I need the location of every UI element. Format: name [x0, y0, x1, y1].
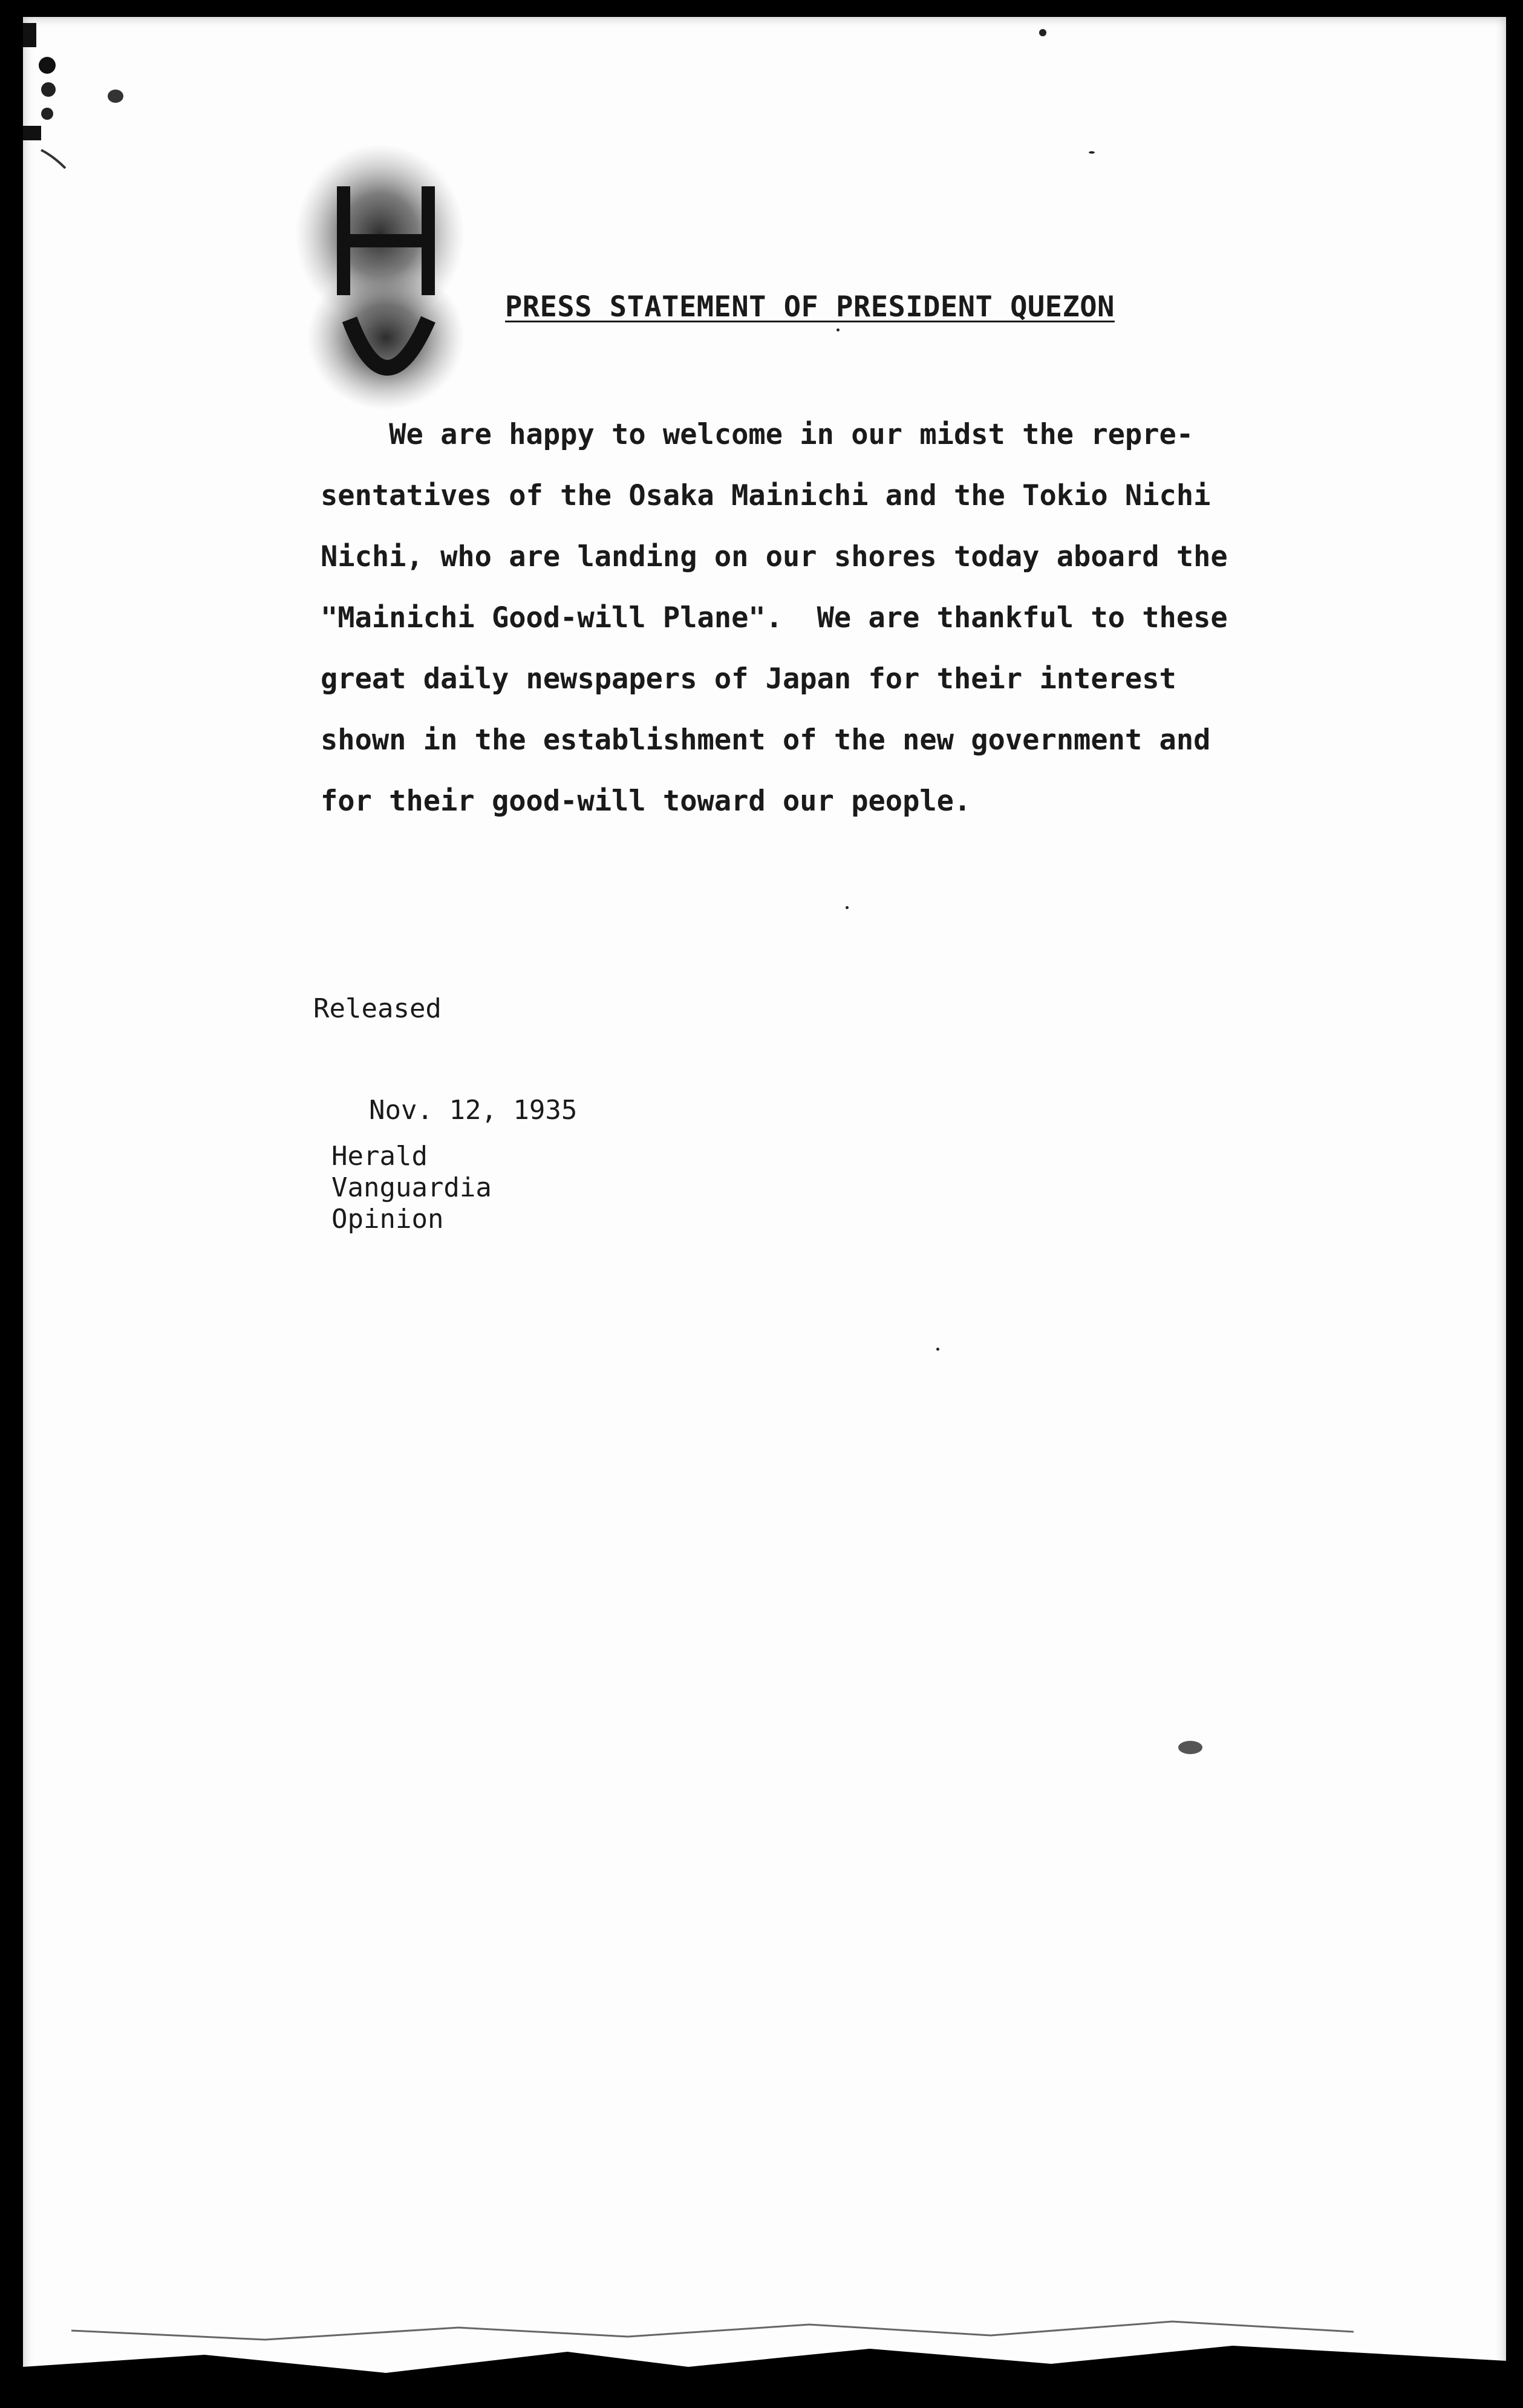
released-label: Released	[313, 993, 442, 1024]
page-title: PRESS STATEMENT OF PRESIDENT QUEZON	[505, 290, 1115, 324]
dust-speck	[108, 90, 123, 103]
dust-speck	[1039, 29, 1046, 36]
dust-speck	[846, 906, 849, 909]
distribution-list	[331, 1141, 492, 1235]
body-line: shown in the establishment of the new government and	[321, 723, 1211, 757]
statement-body	[321, 404, 1349, 832]
body-line: We are happy to welcome in our midst the repre-	[321, 418, 1194, 451]
ink-stamp-smudge	[277, 138, 495, 422]
distribution-item: Herald	[331, 1141, 428, 1172]
body-line: sentatives of the Osaka Mainichi and the Tokio Nichi	[321, 479, 1211, 512]
torn-edge-marks	[23, 17, 77, 271]
dust-speck	[1178, 1741, 1202, 1754]
dust-speck	[936, 1348, 939, 1351]
dust-speck	[1089, 151, 1095, 154]
bottom-paper-edge	[23, 2294, 1506, 2385]
document-page	[23, 17, 1506, 2385]
release-date: Nov. 12, 1935	[369, 1095, 578, 1126]
body-line: great daily newspapers of Japan for their interest	[321, 662, 1176, 696]
distribution-item: Vanguardia	[331, 1172, 492, 1203]
body-line: for their good-will toward our people.	[321, 785, 971, 818]
distribution-item: Opinion	[331, 1204, 444, 1235]
body-line: "Mainichi Good-will Plane". We are thankful to these	[321, 601, 1228, 635]
dust-speck	[837, 328, 840, 331]
body-line: Nichi, who are landing on our shores today aboard the	[321, 540, 1228, 573]
